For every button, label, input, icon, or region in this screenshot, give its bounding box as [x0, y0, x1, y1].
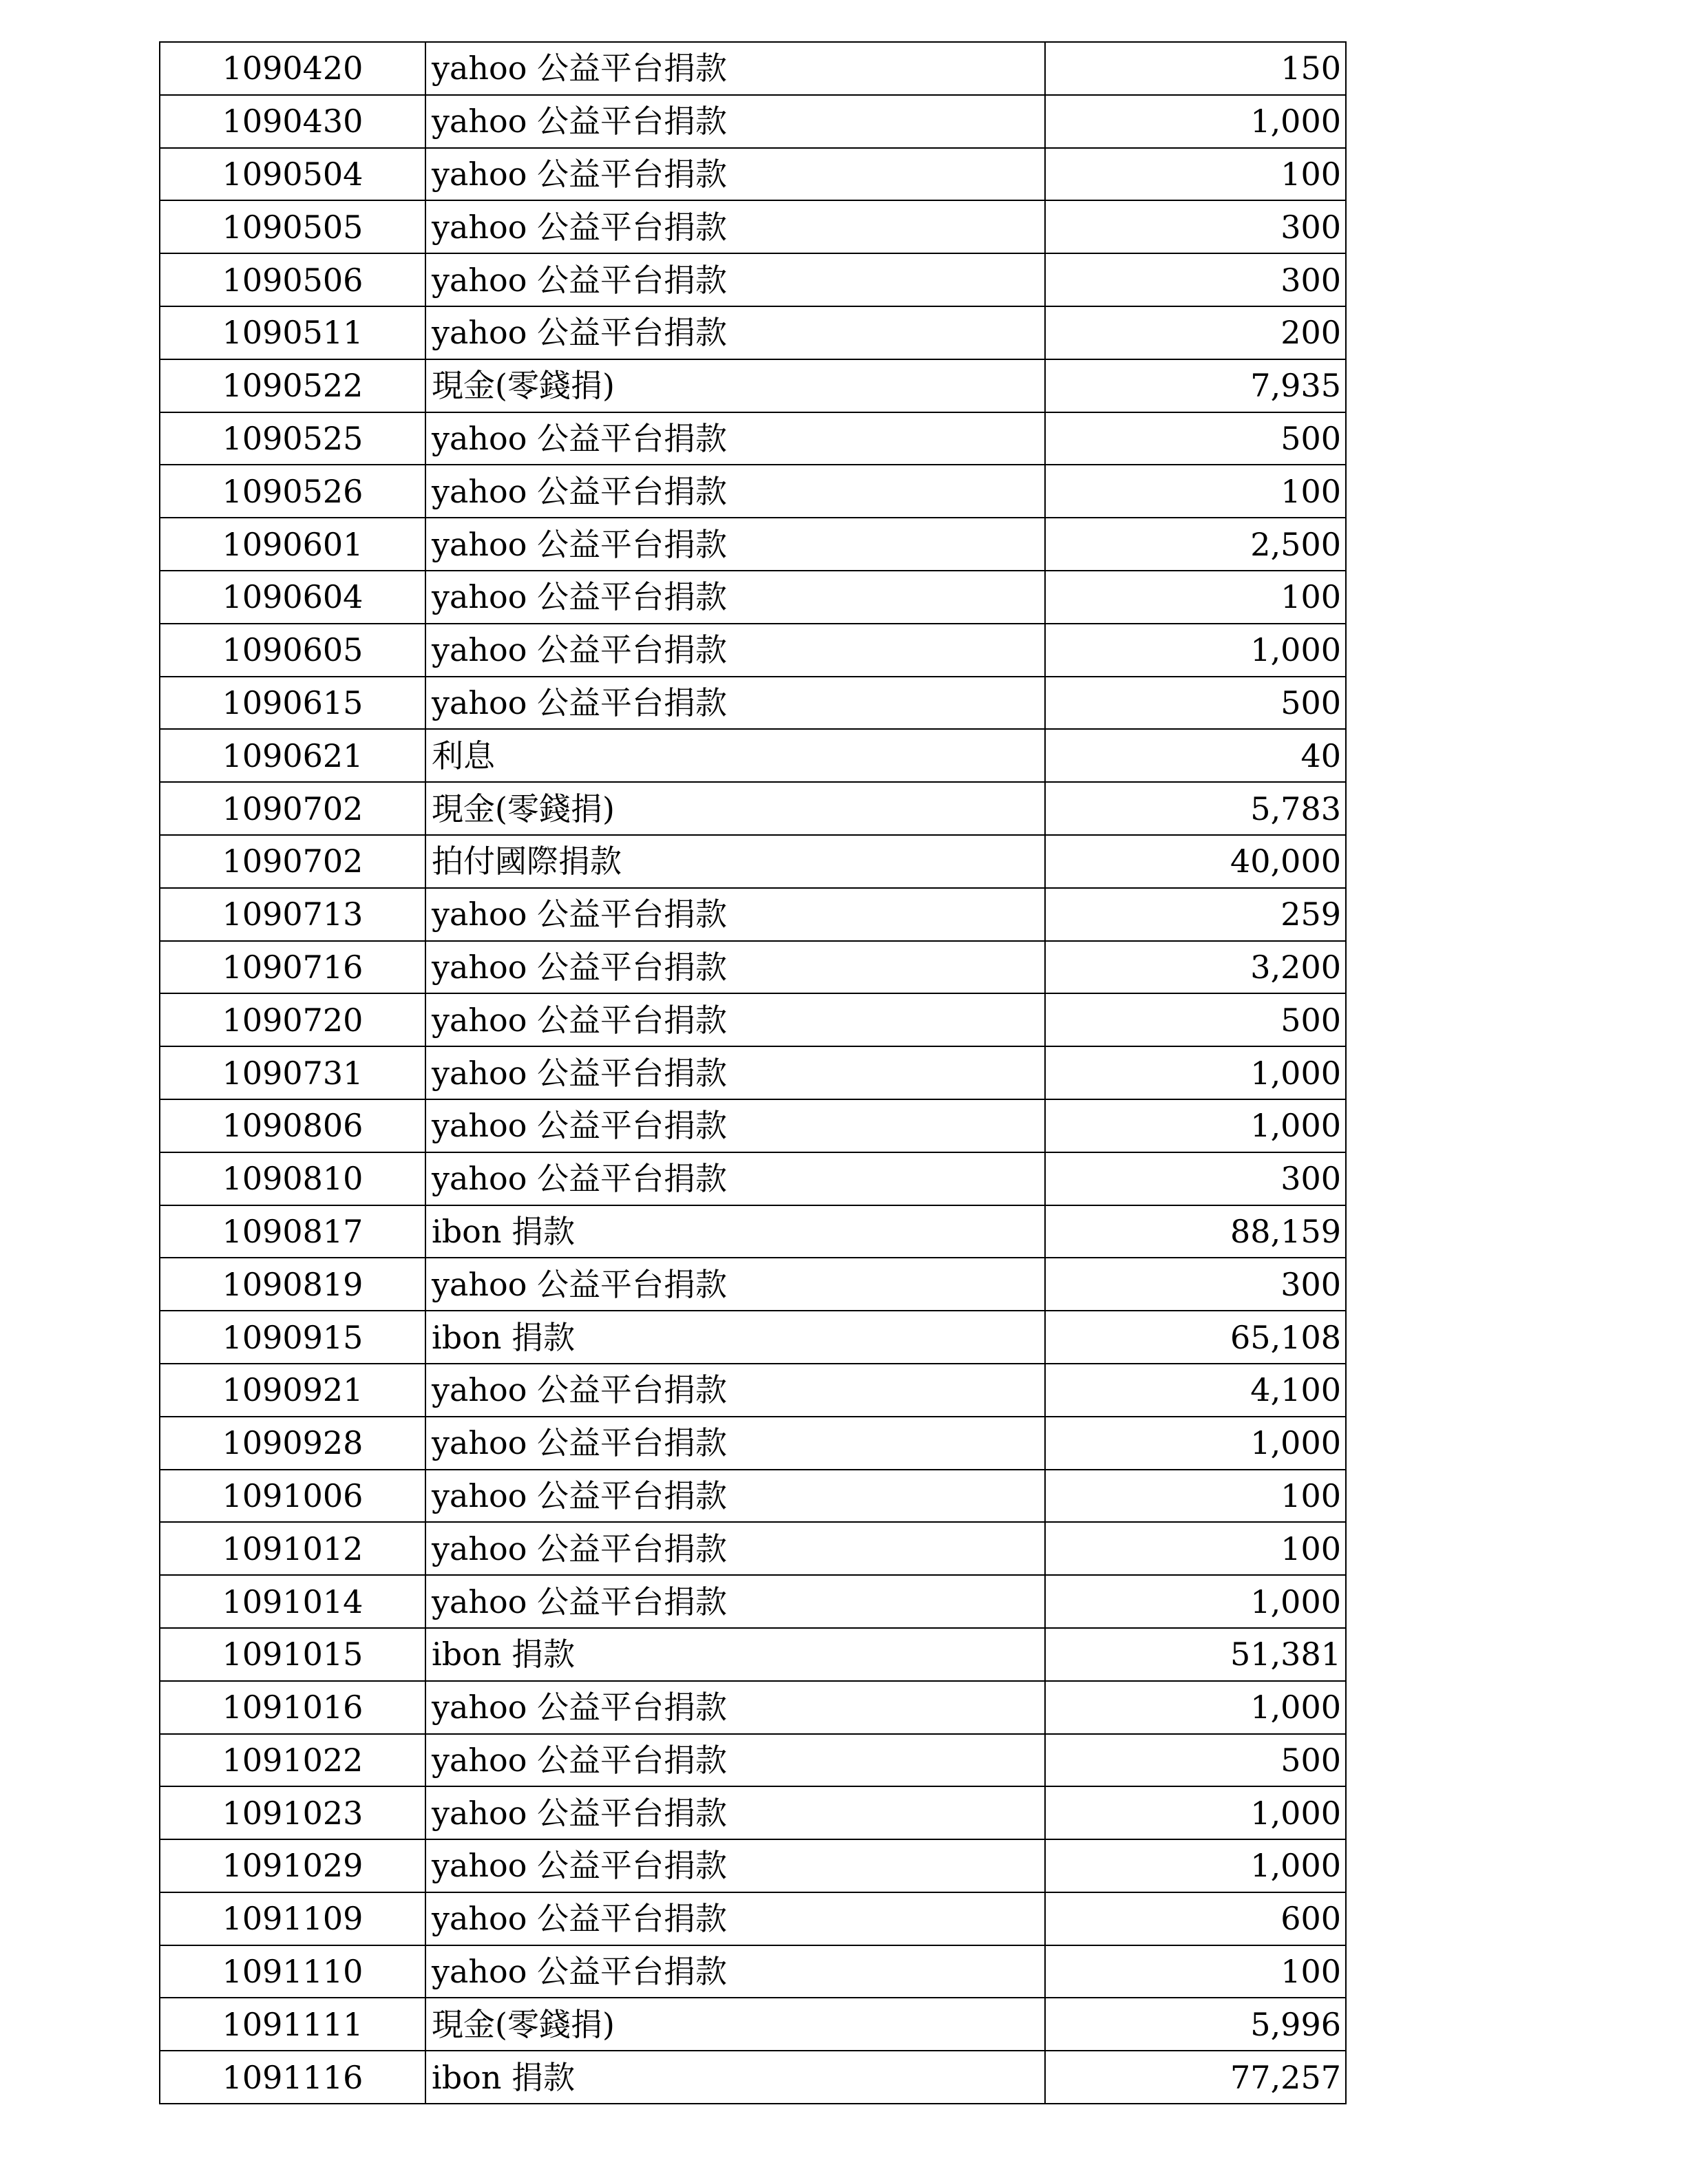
date-cell: 1091014 — [160, 1575, 425, 1628]
date-cell: 1091015 — [160, 1628, 425, 1681]
table-row — [160, 518, 1346, 571]
amount-cell: 1,000 — [1045, 1839, 1346, 1892]
table-row — [160, 941, 1346, 994]
date-cell: 1090731 — [160, 1046, 425, 1099]
date-cell: 1091006 — [160, 1470, 425, 1523]
table-row — [160, 677, 1346, 730]
amount-cell: 300 — [1045, 1152, 1346, 1205]
amount-cell: 40,000 — [1045, 835, 1346, 888]
amount-cell: 600 — [1045, 1892, 1346, 1945]
table-row — [160, 835, 1346, 888]
date-cell: 1090604 — [160, 571, 425, 624]
date-cell: 1090420 — [160, 42, 425, 95]
amount-cell: 500 — [1045, 412, 1346, 465]
amount-cell: 4,100 — [1045, 1364, 1346, 1417]
table-row — [160, 465, 1346, 518]
date-cell: 1091116 — [160, 2051, 425, 2104]
date-cell: 1090810 — [160, 1152, 425, 1205]
table-row — [160, 624, 1346, 677]
description-cell: yahoo 公益平台捐款 — [425, 1786, 1045, 1839]
amount-cell: 1,000 — [1045, 1681, 1346, 1734]
description-cell: yahoo 公益平台捐款 — [425, 306, 1045, 359]
description-cell: yahoo 公益平台捐款 — [425, 624, 1045, 677]
description-cell: yahoo 公益平台捐款 — [425, 1681, 1045, 1734]
table-row — [160, 729, 1346, 782]
description-cell: yahoo 公益平台捐款 — [425, 1522, 1045, 1575]
description-cell: yahoo 公益平台捐款 — [425, 1575, 1045, 1628]
amount-cell: 1,000 — [1045, 1099, 1346, 1152]
date-cell: 1090525 — [160, 412, 425, 465]
date-cell: 1090720 — [160, 993, 425, 1046]
table-row — [160, 412, 1346, 465]
table-row — [160, 1205, 1346, 1258]
amount-cell: 7,935 — [1045, 359, 1346, 412]
description-cell: yahoo 公益平台捐款 — [425, 1892, 1045, 1945]
description-cell: yahoo 公益平台捐款 — [425, 571, 1045, 624]
table-row — [160, 1311, 1346, 1364]
table-row — [160, 1839, 1346, 1892]
amount-cell: 100 — [1045, 465, 1346, 518]
description-cell: 現金(零錢捐) — [425, 1998, 1045, 2051]
description-cell: yahoo 公益平台捐款 — [425, 993, 1045, 1046]
amount-cell: 100 — [1045, 1470, 1346, 1523]
table-row — [160, 1945, 1346, 1998]
amount-cell: 65,108 — [1045, 1311, 1346, 1364]
description-cell: yahoo 公益平台捐款 — [425, 465, 1045, 518]
amount-cell: 100 — [1045, 571, 1346, 624]
amount-cell: 300 — [1045, 253, 1346, 306]
amount-cell: 1,000 — [1045, 95, 1346, 148]
amount-cell: 5,783 — [1045, 782, 1346, 835]
donation-ledger-table — [159, 41, 1347, 2104]
table-row — [160, 1258, 1346, 1311]
table-row — [160, 1786, 1346, 1839]
amount-cell: 40 — [1045, 729, 1346, 782]
date-cell: 1090915 — [160, 1311, 425, 1364]
description-cell: yahoo 公益平台捐款 — [425, 941, 1045, 994]
table-row — [160, 1152, 1346, 1205]
date-cell: 1090817 — [160, 1205, 425, 1258]
amount-cell: 300 — [1045, 200, 1346, 253]
date-cell: 1090928 — [160, 1417, 425, 1470]
amount-cell: 88,159 — [1045, 1205, 1346, 1258]
table-row — [160, 782, 1346, 835]
description-cell: ibon 捐款 — [425, 1628, 1045, 1681]
amount-cell: 300 — [1045, 1258, 1346, 1311]
table-row — [160, 306, 1346, 359]
date-cell: 1090504 — [160, 148, 425, 201]
description-cell: ibon 捐款 — [425, 2051, 1045, 2104]
table-row — [160, 1892, 1346, 1945]
table-row — [160, 148, 1346, 201]
amount-cell: 500 — [1045, 677, 1346, 730]
date-cell: 1090819 — [160, 1258, 425, 1311]
table-row — [160, 1628, 1346, 1681]
date-cell: 1090716 — [160, 941, 425, 994]
date-cell: 1090526 — [160, 465, 425, 518]
description-cell: yahoo 公益平台捐款 — [425, 42, 1045, 95]
description-cell: yahoo 公益平台捐款 — [425, 412, 1045, 465]
amount-cell: 77,257 — [1045, 2051, 1346, 2104]
date-cell: 1091110 — [160, 1945, 425, 1998]
date-cell: 1091023 — [160, 1786, 425, 1839]
description-cell: yahoo 公益平台捐款 — [425, 148, 1045, 201]
amount-cell: 150 — [1045, 42, 1346, 95]
table-row — [160, 1046, 1346, 1099]
date-cell: 1090806 — [160, 1099, 425, 1152]
date-cell: 1090702 — [160, 782, 425, 835]
table-row — [160, 359, 1346, 412]
table-row — [160, 1998, 1346, 2051]
date-cell: 1090522 — [160, 359, 425, 412]
date-cell: 1091022 — [160, 1734, 425, 1787]
amount-cell: 259 — [1045, 888, 1346, 941]
table-row — [160, 200, 1346, 253]
description-cell: yahoo 公益平台捐款 — [425, 1364, 1045, 1417]
description-cell: yahoo 公益平台捐款 — [425, 1470, 1045, 1523]
description-cell: yahoo 公益平台捐款 — [425, 253, 1045, 306]
date-cell: 1090505 — [160, 200, 425, 253]
description-cell: yahoo 公益平台捐款 — [425, 1258, 1045, 1311]
date-cell: 1090702 — [160, 835, 425, 888]
table-row — [160, 1417, 1346, 1470]
description-cell: yahoo 公益平台捐款 — [425, 1734, 1045, 1787]
date-cell: 1091109 — [160, 1892, 425, 1945]
date-cell: 1090621 — [160, 729, 425, 782]
amount-cell: 100 — [1045, 1945, 1346, 1998]
table-row — [160, 993, 1346, 1046]
amount-cell: 1,000 — [1045, 624, 1346, 677]
amount-cell: 1,000 — [1045, 1786, 1346, 1839]
table-row — [160, 1575, 1346, 1628]
table-row — [160, 1681, 1346, 1734]
description-cell: yahoo 公益平台捐款 — [425, 1417, 1045, 1470]
date-cell: 1091029 — [160, 1839, 425, 1892]
date-cell: 1090430 — [160, 95, 425, 148]
table-row — [160, 1734, 1346, 1787]
description-cell: yahoo 公益平台捐款 — [425, 518, 1045, 571]
description-cell: yahoo 公益平台捐款 — [425, 95, 1045, 148]
description-cell: ibon 捐款 — [425, 1311, 1045, 1364]
description-cell: 利息 — [425, 729, 1045, 782]
date-cell: 1090601 — [160, 518, 425, 571]
description-cell: yahoo 公益平台捐款 — [425, 1046, 1045, 1099]
table-row — [160, 42, 1346, 95]
amount-cell: 1,000 — [1045, 1575, 1346, 1628]
amount-cell: 3,200 — [1045, 941, 1346, 994]
description-cell: 現金(零錢捐) — [425, 782, 1045, 835]
description-cell: 拍付國際捐款 — [425, 835, 1045, 888]
date-cell: 1090506 — [160, 253, 425, 306]
table-row — [160, 253, 1346, 306]
date-cell: 1091012 — [160, 1522, 425, 1575]
amount-cell: 1,000 — [1045, 1046, 1346, 1099]
date-cell: 1090921 — [160, 1364, 425, 1417]
date-cell: 1090605 — [160, 624, 425, 677]
amount-cell: 5,996 — [1045, 1998, 1346, 2051]
date-cell: 1090511 — [160, 306, 425, 359]
amount-cell: 51,381 — [1045, 1628, 1346, 1681]
table-row — [160, 1099, 1346, 1152]
date-cell: 1090615 — [160, 677, 425, 730]
table-row — [160, 888, 1346, 941]
description-cell: yahoo 公益平台捐款 — [425, 200, 1045, 253]
table-row — [160, 2051, 1346, 2104]
description-cell: yahoo 公益平台捐款 — [425, 1099, 1045, 1152]
description-cell: yahoo 公益平台捐款 — [425, 888, 1045, 941]
amount-cell: 500 — [1045, 1734, 1346, 1787]
ledger-body — [160, 42, 1346, 2104]
description-cell: yahoo 公益平台捐款 — [425, 1945, 1045, 1998]
amount-cell: 100 — [1045, 1522, 1346, 1575]
amount-cell: 2,500 — [1045, 518, 1346, 571]
table-row — [160, 1364, 1346, 1417]
table-row — [160, 1470, 1346, 1523]
description-cell: ibon 捐款 — [425, 1205, 1045, 1258]
description-cell: yahoo 公益平台捐款 — [425, 1152, 1045, 1205]
date-cell: 1091111 — [160, 1998, 425, 2051]
amount-cell: 100 — [1045, 148, 1346, 201]
date-cell: 1091016 — [160, 1681, 425, 1734]
amount-cell: 1,000 — [1045, 1417, 1346, 1470]
table-row — [160, 1522, 1346, 1575]
table-row — [160, 571, 1346, 624]
date-cell: 1090713 — [160, 888, 425, 941]
description-cell: yahoo 公益平台捐款 — [425, 1839, 1045, 1892]
description-cell: 現金(零錢捐) — [425, 359, 1045, 412]
table-row — [160, 95, 1346, 148]
amount-cell: 500 — [1045, 993, 1346, 1046]
description-cell: yahoo 公益平台捐款 — [425, 677, 1045, 730]
amount-cell: 200 — [1045, 306, 1346, 359]
